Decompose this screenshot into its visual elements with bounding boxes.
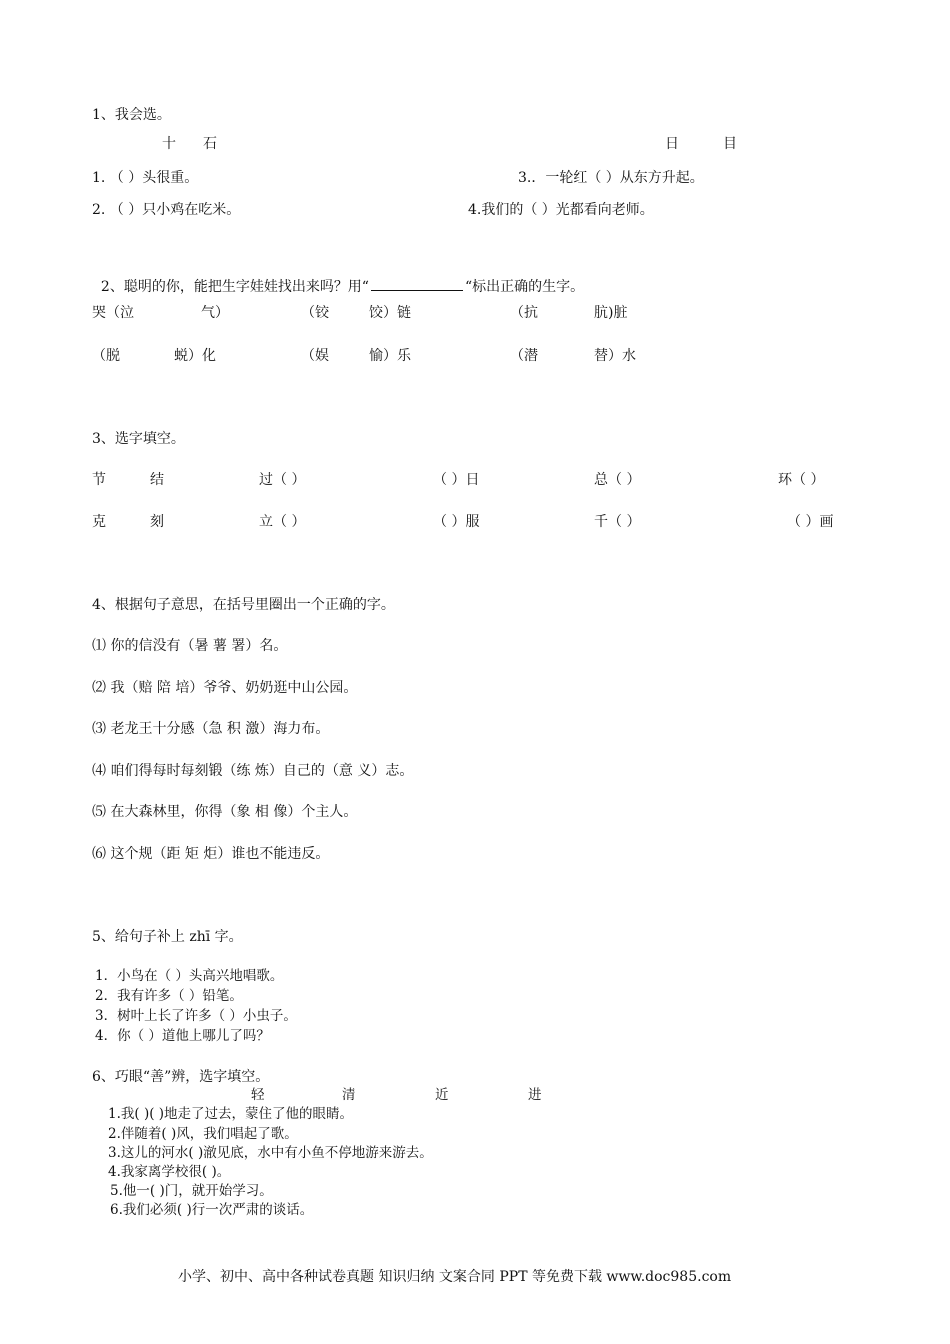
q4-item-2: ⑵ 我（赔 陪 培）爷爷、奶奶逛中山公园。	[92, 680, 358, 696]
q3-char: 克	[92, 514, 106, 530]
q3-char: 节	[92, 472, 106, 488]
q5-item-4: 4．你（ ）道他上哪儿了吗？	[95, 1028, 270, 1044]
footer-text: 小学、初中、高中各种试卷真题 知识归纳 文案合同 PPT 等免费下载 www.doc985.com	[178, 1269, 732, 1285]
q2-title-part2: “标出正确的生字。	[464, 279, 585, 295]
q2-word: 气）	[201, 305, 229, 321]
q6-item-3: 3.这儿的河水( )澈见底，水中有小鱼不停地游来游去。	[108, 1145, 433, 1161]
q5-title: 5、给句子补上 zhī 字。	[92, 929, 243, 945]
q4-item-3: ⑶ 老龙王十分感（急 积 激）海力布。	[92, 721, 330, 737]
q4-item-4: ⑷ 咱们得每时每刻锻（练 炼）自己的（意 义）志。	[92, 763, 414, 779]
q2-word: 愉）乐	[369, 348, 411, 364]
q2-word: （脱	[92, 348, 120, 364]
q4-title: 4、根据句子意思，在括号里圈出一个正确的字。	[92, 597, 395, 613]
q1-title: 1、我会选。	[92, 107, 171, 123]
q3-blank: （ ）画	[787, 514, 834, 530]
q5-item-2: 2．我有许多（ ）铅笔。	[95, 988, 243, 1004]
q2-title-part1: 2、聪明的你，能把生字娃娃找出来吗？用“	[100, 279, 369, 295]
q2-word: 哭（泣	[92, 305, 134, 321]
q1-option-ri: 日	[665, 136, 679, 152]
q2-word: 饺）链	[369, 305, 411, 321]
q1-item-3: 3.．一轮红（ ）从东方升起。	[518, 170, 704, 186]
q6-item-6: 6.我们必须( )行一次严肃的谈话。	[110, 1202, 314, 1218]
q3-title: 3、选字填空。	[92, 431, 185, 447]
q3-blank: （ ）日	[433, 472, 480, 488]
q5-item-1: 1．小鸟在（ ）头高兴地唱歌。	[95, 968, 284, 984]
q2-word: （抗	[510, 305, 538, 321]
underline-mark	[371, 279, 463, 291]
q2-word: （潜	[510, 348, 538, 364]
q1-item-2: 2. （ ）只小鸡在吃米。	[92, 202, 241, 218]
q1-option-shi: 十	[162, 136, 176, 152]
q4-item-6: ⑹ 这个规（距 矩 炬）谁也不能违反。	[92, 846, 330, 862]
q3-blank: 总（ ）	[594, 472, 641, 488]
q1-option-mu: 目	[723, 136, 737, 152]
q3-blank: 千（ ）	[594, 514, 641, 530]
q6-option: 清	[342, 1087, 356, 1103]
q3-blank: （ ）服	[433, 514, 480, 530]
q6-option: 进	[528, 1087, 542, 1103]
q6-option: 近	[435, 1087, 449, 1103]
q3-blank: 立（ ）	[259, 514, 306, 530]
q6-option: 轻	[251, 1087, 265, 1103]
q3-char: 结	[150, 472, 164, 488]
q3-blank: 环（ ）	[778, 472, 825, 488]
q6-item-2: 2.伴随着( )风，我们唱起了歌。	[108, 1126, 298, 1142]
q6-title: 6、巧眼“善”辨，选字填空。	[92, 1069, 270, 1085]
q5-item-3: 3．树叶上长了许多（ ）小虫子。	[95, 1008, 297, 1024]
q1-item-4: 4.我们的（ ）光都看向老师。	[468, 202, 654, 218]
q2-word: 蜕）化	[174, 348, 216, 364]
q6-item-1: 1.我( )( )地走了过去，蒙住了他的眼睛。	[108, 1106, 354, 1122]
q1-item-1: 1. （ ）头很重。	[92, 170, 199, 186]
q2-title	[92, 265, 584, 294]
q6-item-4: 4.我家离学校很( )。	[108, 1164, 231, 1180]
q2-word: 肮)脏	[594, 305, 628, 321]
q2-word: （娱	[301, 348, 329, 364]
q3-blank: 过（ ）	[259, 472, 306, 488]
q4-item-5: ⑸ 在大森林里，你得（象 相 像）个主人。	[92, 804, 358, 820]
q1-option-shi-stone: 石	[203, 136, 217, 152]
q3-char: 刻	[150, 514, 164, 530]
q2-word: 替）水	[594, 348, 636, 364]
q2-word: （铰	[301, 305, 329, 321]
q6-item-5: 5.他一( )门，就开始学习。	[110, 1183, 273, 1199]
q4-item-1: ⑴ 你的信没有（暑 薯 署）名。	[92, 638, 288, 654]
